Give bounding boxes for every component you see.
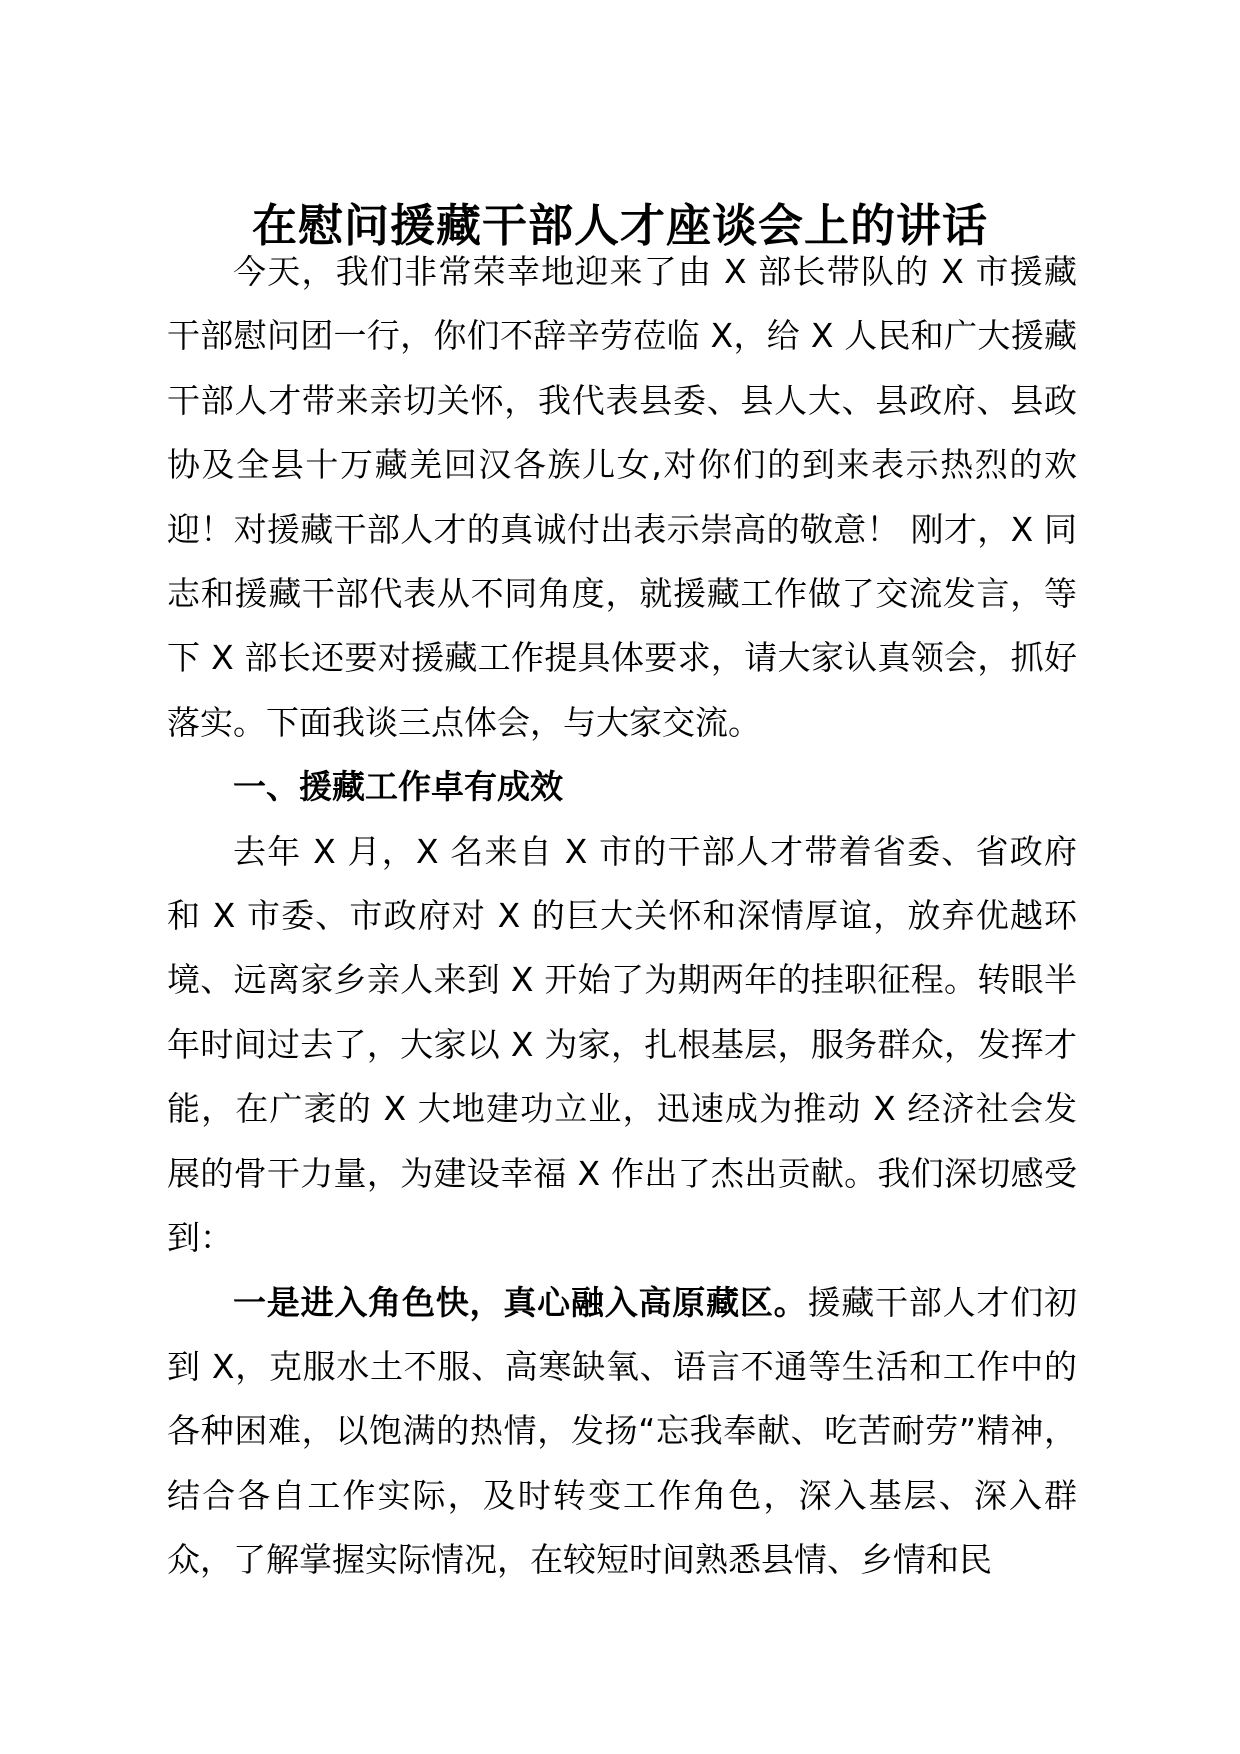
section-heading-1: 一、援藏工作卓有成效 [233,767,563,807]
document-body [167,240,1077,1593]
point-1-text: 援藏干部人才们初到 X，克服水土不服、高寒缺氧、语言不通等生活和工作中的各种困难，以饱满的热情，发扬“忘我奉献、吃苦耐劳”精神，结合各自工作实际，及时转变工作角色，深入基层、深入群众，了解掌握实际情况，在较短时间熟悉县情、乡情和民 [167,1282,1078,1580]
paragraph-section-1: 去年 X 月，X 名来自 X 市的干部人才带着省委、省政府和 X 市委、市政府对 X 的巨大关怀和深情厚谊，放弃优越环境、远离家乡亲人来到 X 开始了为期两年的挂职征程。转眼半年时间过去了，大家以 X 为家，扎根基层，服务群众，发挥才能，在广袤的 X 大地建功立业，迅速成为推动 X 经济社会发展的骨干力量，为建设幸福 X 作出了杰出贡献。我们深切感受到： [167,831,1077,1258]
document-title: 在慰问援藏干部人才座谈会上的讲话 [251,199,988,252]
point-1-lead: 一是进入角色快，真心融入高原藏区。 [233,1282,808,1322]
paragraph-point-1 [167,1271,1077,1593]
paragraph-intro: 今天，我们非常荣幸地迎来了由 X 部长带队的 X 市援藏干部慰问团一行，你们不辞辛劳莅临 X，给 X 人民和广大援藏干部人才带来亲切关怀，我代表县委、县人大、县政府、县政协及全县十万藏羌回汉各族儿女,对你们的到来表示热烈的欢迎！对援藏干部人才的真诚付出表示崇高的敬意！ 刚才，X 同志和援藏干部代表从不同角度，就援藏工作做了交流发言，等下 X 部长还要对援藏工作提具体要求，请大家认真领会，抓好落实。下面我谈三点体会，与大家交流。 [167,252,1077,742]
